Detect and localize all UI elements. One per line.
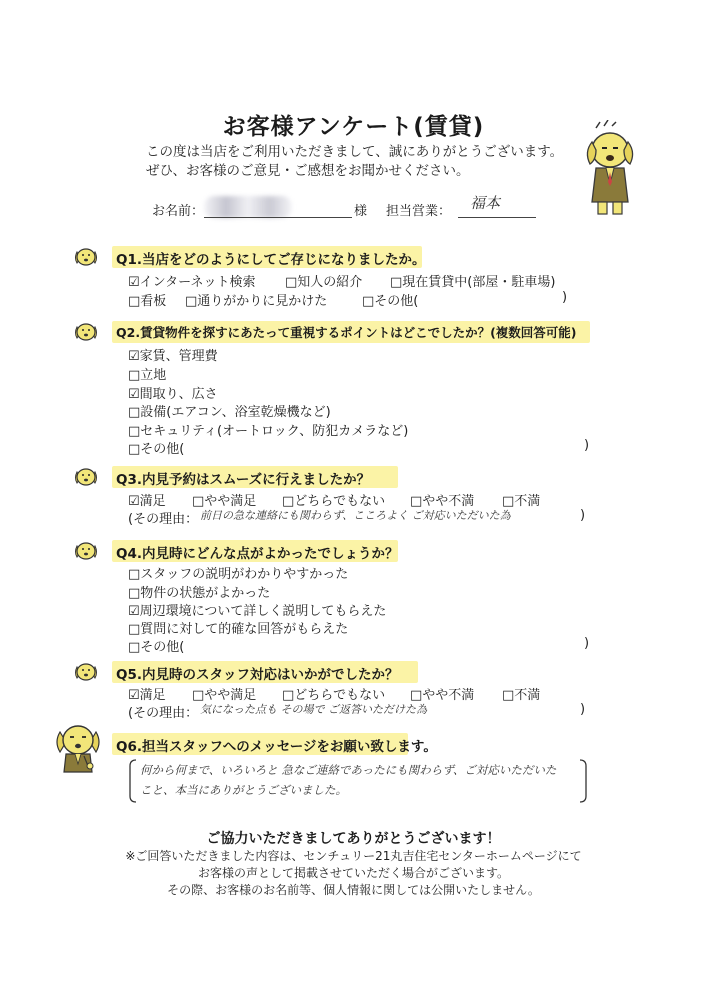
q4-option-2: □物件の状態がよかった (128, 586, 271, 601)
q2-label: Q2.賃貸物件を探すにあたって重視するポイントはどこでしたか？(複数回答可能) (116, 325, 577, 340)
q3-option-5: □不満 (502, 494, 541, 509)
q5-option-3: □どちらでもない (282, 688, 386, 703)
page-title: お客様アンケート(賃貸) (222, 114, 485, 140)
q3-reason-label: (その理由： (128, 512, 199, 527)
dog-head-icon (73, 540, 99, 562)
q6-message (140, 760, 556, 800)
q1-option-2: □知人の紹介 (285, 275, 363, 290)
footer-note-2: お客様の声として掲載させていただく場合がございます。 (197, 866, 510, 880)
footer-note-1: ※ご回答いただきました内容は、センチュリー21丸吉住宅センターホームページにて (125, 849, 582, 863)
q4-label: Q4.内見時にどんな点がよかったでしょうか？ (116, 546, 399, 562)
q2-option-2: □立地 (128, 368, 167, 383)
dog-head-icon (73, 321, 99, 343)
intro-text (146, 143, 563, 181)
footer-note-3: その際、お客様のお名前等、個人情報に関しては公開いたしません。 (167, 883, 540, 897)
q5-reason-text: 気になった点も その場で ご返答いただけた為 (200, 703, 427, 716)
q6-message-line-2: こと、本当にありがとうございました。 (140, 783, 347, 797)
q2-close-paren: ) (584, 438, 590, 453)
dog-head-icon (73, 466, 99, 488)
q3-label: Q3.内見予約はスムーズに行えましたか？ (116, 472, 371, 488)
q5-option-2: □やや満足 (192, 688, 257, 703)
q2-option-6: □その他( (128, 442, 185, 457)
q5-option-4: □やや不満 (410, 688, 475, 703)
q4-close-paren: ) (584, 636, 590, 651)
q1-close-paren: ) (562, 290, 568, 305)
intro-line-2: ぜひ、お客様のご意見・ご感想をお聞かせください。 (146, 163, 470, 179)
q1-option-3: □現在賃貸中(部屋・駐車場) (390, 275, 556, 290)
sama-label: 様 (354, 204, 368, 219)
q5-option-5: □不満 (502, 688, 541, 703)
q5-close-paren: ) (580, 702, 586, 717)
q3-option-1: ☑満足 (128, 494, 166, 509)
dog-mascot-icon (54, 722, 102, 774)
q2-option-5: □セキュリティ(オートロック、防犯カメラなど) (128, 424, 409, 439)
q3-option-3: □どちらでもない (282, 494, 386, 509)
q6-message-line-1: 何から何まで、いろいろと 急なご連絡であったにも関わらず、ご対応いただいた (140, 763, 557, 777)
q1-option-4: □看板 (128, 294, 167, 309)
staff-underline (458, 217, 536, 218)
q3-option-2: □やや満足 (192, 494, 257, 509)
q5-label: Q5.内見時のスタッフ対応はいかがでしたか？ (116, 667, 399, 683)
q1-option-1: ☑インターネット検索 (128, 275, 256, 290)
q5-reason-label: (その理由： (128, 706, 199, 721)
q3-close-paren: ) (580, 508, 586, 523)
redacted-name (204, 196, 292, 218)
q1-label: Q1.当店をどのようにしてご存じになりましたか。 (116, 252, 426, 268)
q4-option-4: □質問に対して的確な回答がもらえた (128, 622, 349, 637)
dog-head-icon (73, 661, 99, 683)
q2-option-3: ☑間取り、広さ (128, 387, 218, 402)
q4-option-3: ☑周辺環境について詳しく説明してもらえた (128, 604, 387, 619)
q6-label: Q6.担当スタッフへのメッセージをお願い致します。 (116, 739, 437, 755)
name-underline (204, 217, 352, 218)
q4-option-5: □その他( (128, 640, 185, 655)
dog-head-icon (73, 246, 99, 268)
footer-notes (0, 848, 707, 899)
q2-option-1: ☑家賃、管理費 (128, 349, 218, 364)
staff-label: 担当営業： (386, 204, 452, 219)
q3-option-4: □やや不満 (410, 494, 475, 509)
intro-line-1: この度は当店をご利用いただきまして、誠にありがとうございます。 (146, 144, 564, 160)
staff-name: 福本 (470, 194, 501, 212)
q4-option-1: □スタッフの説明がわかりやすかった (128, 567, 349, 582)
q1-option-5: □通りがかりに見かけた (185, 294, 328, 309)
q5-option-1: ☑満足 (128, 688, 166, 703)
name-label: お名前： (152, 204, 205, 219)
q2-option-4: □設備(エアコン、浴室乾燥機など) (128, 405, 331, 420)
dog-mascot-icon (578, 120, 642, 216)
q1-option-6: □その他( (362, 294, 419, 309)
q3-reason-text: 前日の急な連絡にも関わらず、こころよく ご対応いただいた為 (200, 509, 511, 522)
footer-thanks: ご協力いただきましてありがとうございます！ (206, 831, 501, 847)
name-row (152, 194, 542, 224)
